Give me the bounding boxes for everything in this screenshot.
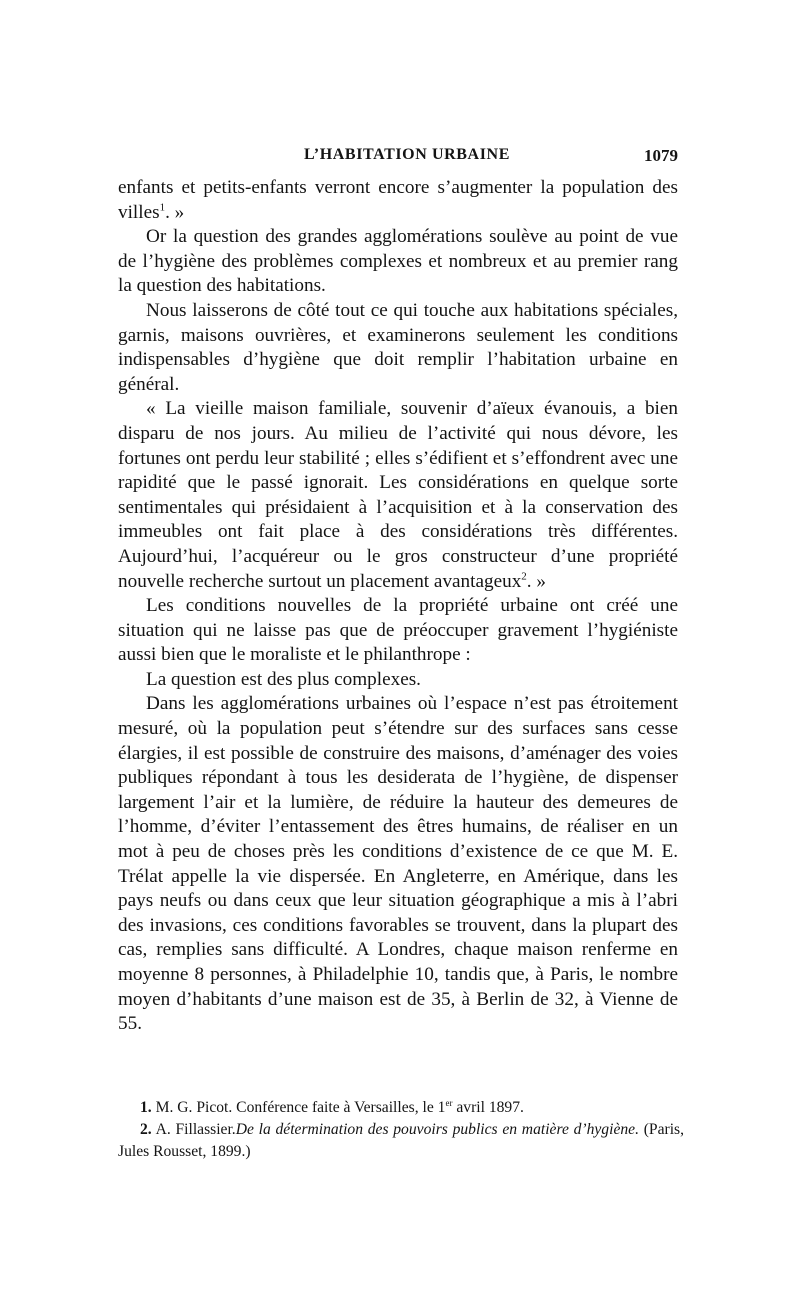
paragraph: Dans les agglomérations urbaines où l’espace n’est pas étroitement mesuré, où la population peut s’étendre sur des surfaces sans cesse élargies, il est possible de construire des maisons, d’aménager des voies publiques répondant à tous les desiderata de l’hygiène, de dispenser largement l’air et la lumière, de réduire la hauteur des demeures de l’homme, d’éviter l’entassement des êtres humains, de réaliser en un mot à peu de choses près les conditions d’existence de ce que M. E. Trélat appelle la vie dispersée. En Angleterre, en Amérique, dans les pays neufs ou dans ceux que leur situation géographique a mis à l’abri des invasions, ces conditions favorables se trouvent, dans la plupart des cas, remplies sans difficulté. A Londres, chaque maison renferme en moyenne 8 personnes, à Philadelphie 10, tandis que, à Paris, le nombre moyen d’habitants d’une maison est de 35, à Berlin de 32, à Vienne de 55. (118, 693, 678, 1035)
footnote-1 (118, 1097, 684, 1119)
paragraph-tail: . » (165, 201, 185, 223)
paragraph-tail: . » (526, 570, 546, 592)
footnote-text: M. G. Picot. Conférence faite à Versailles, le 1 (155, 1099, 446, 1116)
paragraph: Or la question des grandes agglomérations soulève au point de vue de l’hygiène des problèmes complexes et nombreux et au premier rang la question des habitations. (118, 226, 678, 297)
footnote-ref-2: 2 (521, 570, 527, 583)
footnote-author: A. Fillassier. (155, 1121, 236, 1138)
paragraph-continuation (118, 176, 678, 225)
running-title: L’HABITATION URBAINE (304, 146, 510, 163)
footnote-number: 1. (140, 1099, 152, 1116)
footnotes (118, 1097, 684, 1163)
paragraph: La question est des plus complexes. (146, 668, 421, 690)
paragraph-text: « La vieille maison familiale, souvenir d’aïeux évanouis, a bien disparu de nos jours. Au milieu de l’activité qui nous dévore, les fortunes ont perdu leur stabilité ; elles s’édifient et s’effondrent avec une rapidité que le passé ignorait. Les considérations en quelque sorte sentimentales qui présidaient à l’acquisition et à la conservation des immeubles ont fait place à des considérations très différentes. Aujourd’hui, l’acquéreur ou le gros constructeur d’une propriété nouvelle recherche surtout un placement avantageux (118, 398, 678, 592)
footnote-publisher: (Paris, Jules Rousset, 1899.) (118, 1121, 685, 1160)
body-text (118, 176, 678, 1037)
paragraph: Nous laisserons de côté tout ce qui touche aux habitations spéciales, garnis, maisons ouvrières, et examinerons seulement les conditions indispensables d’hygiène que doit remplir l’habitation urbaine en général. (118, 299, 678, 395)
footnote-number: 2. (140, 1121, 152, 1138)
page-header (118, 146, 678, 170)
footnote-title: De la détermination des pouvoirs publics en matière d’hygiène. (235, 1121, 639, 1138)
footnote-superscript: er (445, 1097, 453, 1108)
paragraph: Les conditions nouvelles de la propriété urbaine ont créé une situation qui ne laisse pas que de préoccuper gravement l’hygiéniste aussi bien que le moraliste et le philanthrope : (118, 595, 678, 666)
footnote-2 (118, 1119, 684, 1163)
paragraph-text: enfants et petits-enfants verront encore s’augmenter la population des villes (118, 177, 678, 223)
footnote-ref-1: 1 (159, 201, 166, 214)
paragraph-quote (118, 397, 678, 594)
footnote-text-end: avril 1897. (452, 1099, 524, 1116)
page-number: 1079 (644, 146, 678, 165)
